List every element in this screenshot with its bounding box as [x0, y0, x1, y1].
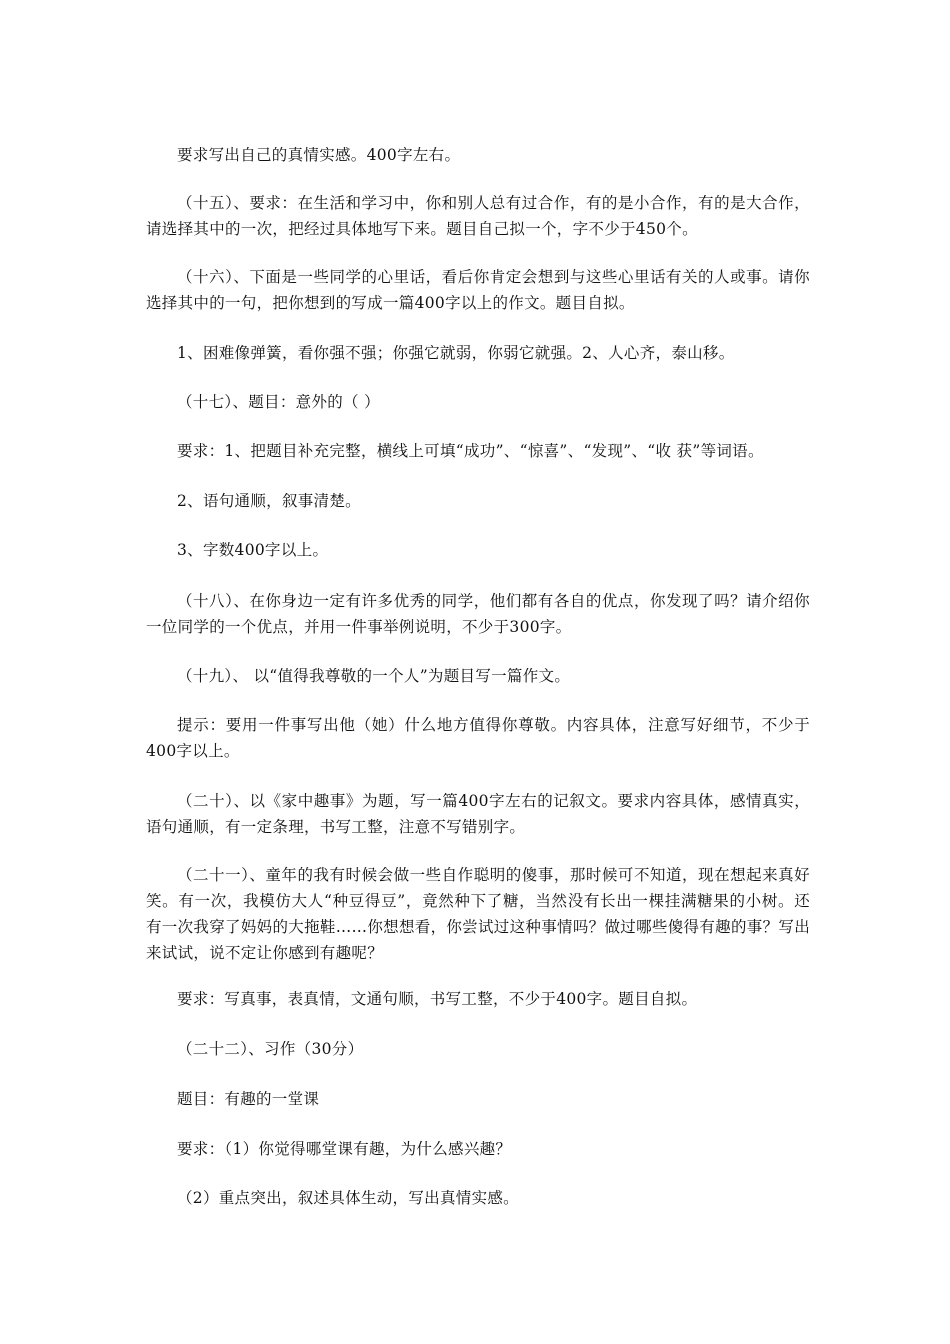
- paragraph-prompt-22-req-2: （2）重点突出，叙述具体生动，写出真情实感。: [177, 1189, 519, 1207]
- paragraph-prompt-16: （十六）、下面是一些同学的心里话，看后你肯定会想到与这些心里话有关的人或事。请你选择其中的一句，把你想到的写成一篇400字以上的作文。题目自拟。: [146, 268, 810, 312]
- paragraph-prompt-16-quotes: 1、困难像弹簧，看你强不强；你强它就弱，你弱它就强。2、人心齐，泰山移。: [177, 344, 735, 362]
- paragraph-prompt-21: （二十一）、童年的我有时候会做一些自作聪明的傻事，那时候可不知道，现在想起来真好笑。有一次，我模仿大人“种豆得豆”，竟然种下了糖，当然没有长出一棵挂满糖果的小树。还有一次我穿了妈妈的大拖鞋……你想想看，你尝试过这种事情吗？做过哪些傻得有趣的事？写出来试试，说不定让你感到有趣呢？: [146, 866, 810, 962]
- paragraph-prompt-17-title: （十七）、题目：意外的（ ）: [177, 393, 380, 411]
- paragraph-prompt-15: （十五）、要求：在生活和学习中，你和别人总有过合作，有的是小合作，有的是大合作，请选择其中的一次，把经过具体地写下来。题目自己拟一个，字不少于450个。: [146, 194, 810, 238]
- paragraph-prompt-22-title: 题目：有趣的一堂课: [177, 1090, 320, 1108]
- paragraph-prompt-17-req-1: 要求：1、把题目补充完整，横线上可填“成功”、“惊喜”、“发现”、“收 获”等词语。: [177, 442, 764, 460]
- paragraph-prompt-22: （二十二）、习作（30分）: [177, 1040, 364, 1058]
- paragraph-prompt-19: （十九）、 以“值得我尊敬的一个人”为题目写一篇作文。: [177, 667, 571, 685]
- paragraph-prompt-22-req-1: 要求：（1）你觉得哪堂课有趣，为什么感兴趣？: [177, 1140, 512, 1158]
- paragraph-prompt-17-req-2: 2、语句通顺，叙事清楚。: [177, 492, 361, 510]
- paragraph-requirement-intro: 要求写出自己的真情实感。400字左右。: [177, 146, 461, 164]
- paragraph-prompt-18: （十八）、在你身边一定有许多优秀的同学，他们都有各自的优点，你发现了吗？请介绍你一位同学的一个优点，并用一件事举例说明，不少于300字。: [146, 592, 810, 636]
- paragraph-prompt-17-req-3: 3、字数400字以上。: [177, 541, 329, 559]
- paragraph-prompt-21-req: 要求：写真事，表真情，文通句顺，书写工整，不少于400字。题目自拟。: [177, 990, 698, 1008]
- paragraph-prompt-20: （二十）、以《家中趣事》为题，写一篇400字左右的记叙文。要求内容具体，感情真实，语句通顺，有一定条理，书写工整，注意不写错别字。: [146, 792, 810, 836]
- paragraph-prompt-19-hint: 提示：要用一件事写出他（她）什么地方值得你尊敬。内容具体，注意写好细节，不少于400字以上。: [146, 716, 810, 760]
